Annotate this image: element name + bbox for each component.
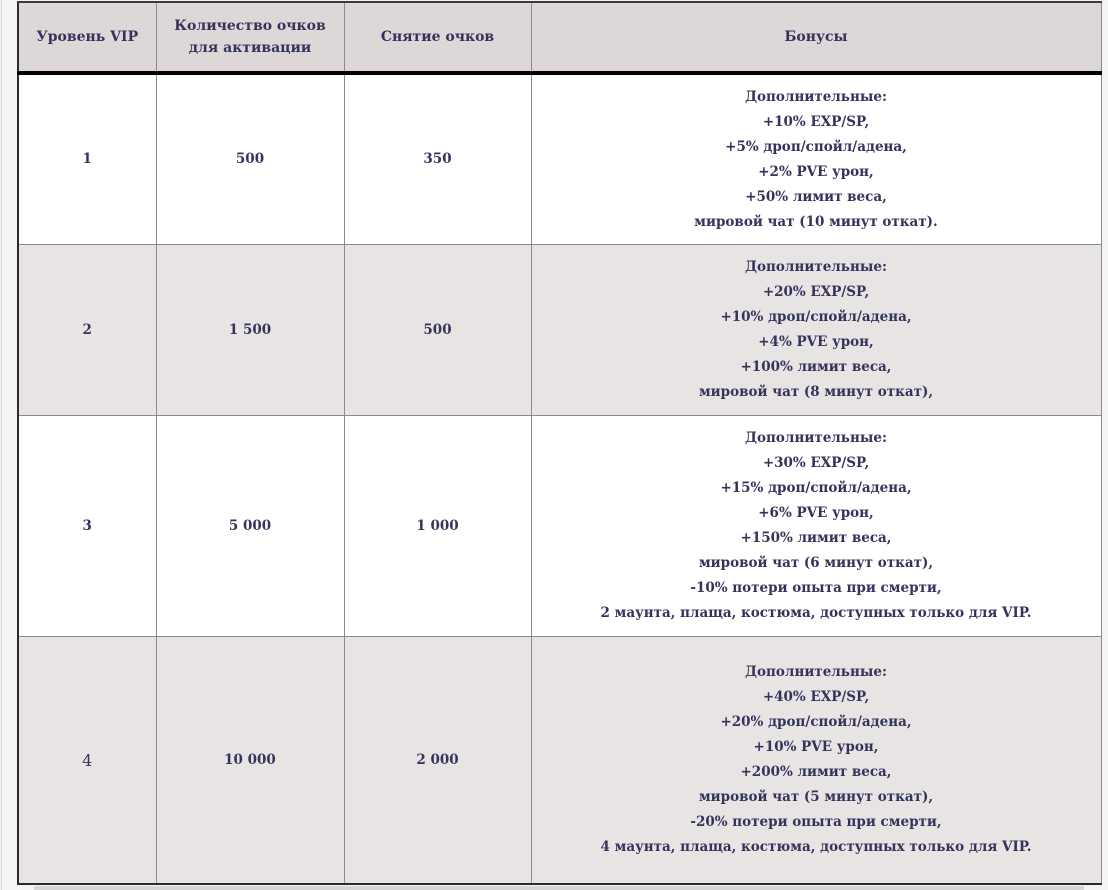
bonus-line: 2 маунта, плаща, костюма, доступных только для VIP. (600, 605, 1032, 621)
bonus-line: Дополнительные: (745, 664, 887, 680)
vip-levels-table (17, 1, 1102, 885)
bonus-line: +10% EXP/SP, (762, 113, 870, 130)
bonus-line: -20% потери опыта при смерти, (690, 814, 942, 830)
header-points-deduction: Снятие очков (344, 2, 531, 73)
table-header-row (18, 2, 1101, 73)
bonus-line: +200% лимит веса, (740, 764, 892, 780)
bonus-line: Дополнительные: (745, 259, 887, 275)
header-activation-points: Количество очков для активации (156, 2, 344, 73)
horizontal-scrollbar[interactable] (34, 886, 1084, 890)
cell-activation-points: 5 000 (156, 416, 344, 637)
bonus-line: Дополнительные: (745, 430, 887, 446)
cell-activation-points: 10 000 (156, 637, 344, 885)
cell-points-deduction: 500 (344, 245, 531, 416)
table-row (18, 416, 1101, 637)
bonus-line: +10% дроп/спойл/адена, (720, 309, 912, 325)
bonus-line: мировой чат (10 минут откат). (694, 213, 938, 230)
bonus-line: +4% PVE урон, (758, 334, 874, 350)
cell-points-deduction: 1 000 (344, 416, 531, 637)
cell-bonuses (531, 73, 1101, 245)
bonus-line: 4 маунта, плаща, костюма, доступных только для VIP. (600, 839, 1032, 855)
cell-bonuses (531, 637, 1101, 885)
bonus-line: +20% дроп/спойл/адена, (720, 714, 912, 730)
cell-bonuses (531, 416, 1101, 637)
bonus-line: мировой чат (5 минут откат), (698, 789, 934, 805)
table-row (18, 245, 1101, 416)
header-bonuses: Бонусы (531, 2, 1101, 73)
bonus-line: +100% лимит веса, (740, 359, 892, 375)
bonus-line: +150% лимит веса, (740, 530, 892, 546)
table-row (18, 637, 1101, 885)
cell-points-deduction: 2 000 (344, 637, 531, 885)
cell-activation-points: 1 500 (156, 245, 344, 416)
cell-activation-points: 500 (156, 73, 344, 245)
bonus-line: Дополнительные: (745, 88, 887, 105)
cell-bonuses (531, 245, 1101, 416)
bonus-line: +50% лимит веса, (745, 188, 887, 205)
bonus-line: +6% PVE урон, (758, 505, 874, 521)
bonus-line: +10% PVE урон, (753, 739, 879, 755)
bonus-line: +30% EXP/SP, (762, 455, 870, 471)
bonus-line: мировой чат (8 минут откат), (698, 384, 934, 400)
header-vip-level: Уровень VIP (18, 2, 156, 73)
bonus-line: -10% потери опыта при смерти, (690, 580, 942, 596)
cell-points-deduction: 350 (344, 73, 531, 245)
bonus-line: +20% EXP/SP, (762, 284, 870, 300)
vip-levels-table-container (17, 1, 1100, 885)
bonus-line: мировой чат (6 минут откат), (698, 555, 934, 571)
bonus-line: +5% дроп/спойл/адена, (725, 138, 907, 155)
cell-vip-level: 4 (18, 637, 156, 885)
bonus-line: +2% PVE урон, (758, 163, 874, 180)
cell-vip-level: 2 (18, 245, 156, 416)
cell-vip-level: 1 (18, 73, 156, 245)
table-row (18, 73, 1101, 245)
cell-vip-level: 3 (18, 416, 156, 637)
bonus-line: +15% дроп/спойл/адена, (720, 480, 912, 496)
page-edge (1, 0, 2, 890)
bonus-line: +40% EXP/SP, (762, 689, 870, 705)
